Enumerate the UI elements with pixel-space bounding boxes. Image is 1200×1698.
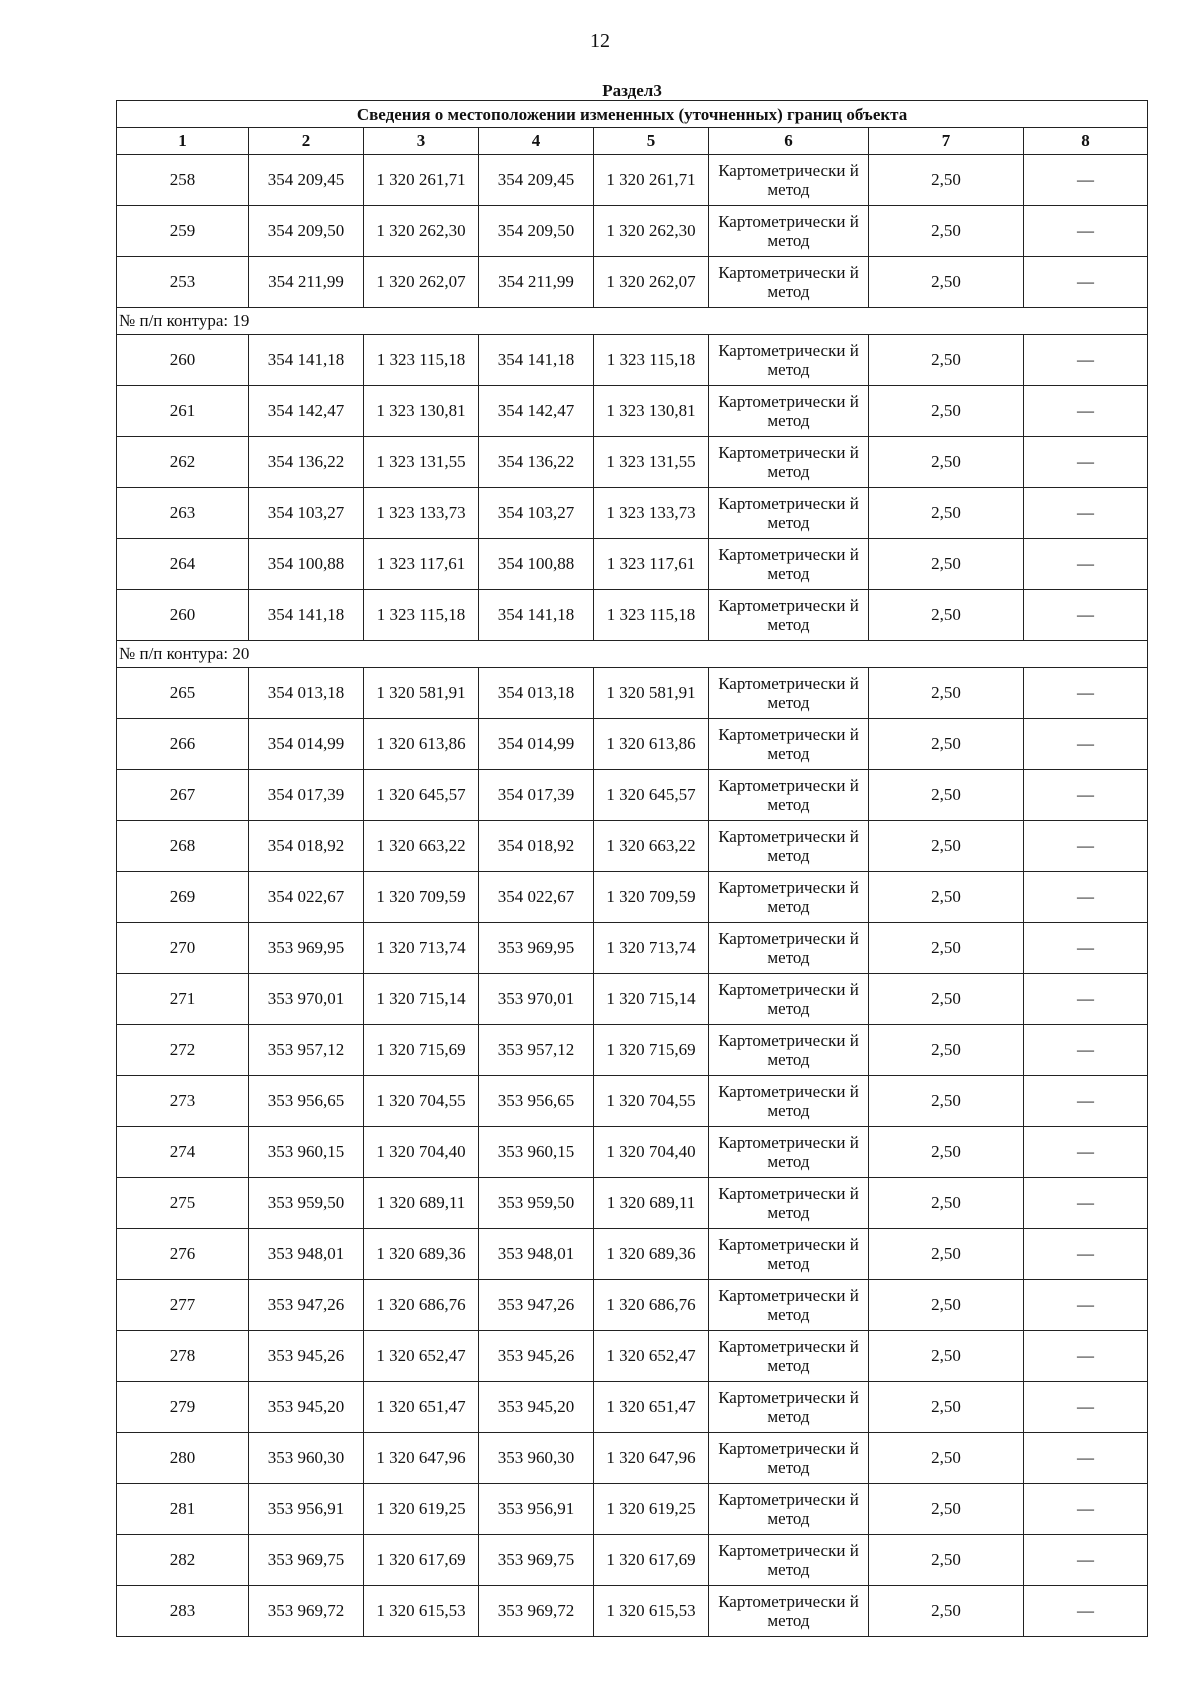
- y-existing-cell: 1 320 689,36: [364, 1229, 479, 1280]
- x-existing-cell: 354 141,18: [249, 335, 364, 386]
- method-cell: Картометрически й метод: [709, 821, 869, 872]
- point-number-cell: 270: [117, 923, 249, 974]
- column-header: 7: [869, 128, 1024, 155]
- column-header: 4: [479, 128, 594, 155]
- method-cell: Картометрически й метод: [709, 1229, 869, 1280]
- x-existing-cell: 353 960,15: [249, 1127, 364, 1178]
- y-new-cell: 1 323 131,55: [594, 437, 709, 488]
- point-number-cell: 277: [117, 1280, 249, 1331]
- contour-row: [117, 641, 1148, 668]
- point-number-cell: 272: [117, 1025, 249, 1076]
- y-existing-cell: 1 320 615,53: [364, 1586, 479, 1637]
- table-row: [117, 974, 1148, 1025]
- y-new-cell: 1 323 117,61: [594, 539, 709, 590]
- y-new-cell: 1 323 133,73: [594, 488, 709, 539]
- accuracy-cell: 2,50: [869, 668, 1024, 719]
- x-existing-cell: 353 948,01: [249, 1229, 364, 1280]
- table-body: [117, 155, 1148, 1637]
- description-cell: —: [1024, 1433, 1148, 1484]
- description-cell: —: [1024, 590, 1148, 641]
- method-cell: Картометрически й метод: [709, 1484, 869, 1535]
- point-number-cell: 266: [117, 719, 249, 770]
- point-number-cell: 260: [117, 335, 249, 386]
- y-existing-cell: 1 323 130,81: [364, 386, 479, 437]
- method-cell: Картометрически й метод: [709, 1280, 869, 1331]
- x-new-cell: 354 209,50: [479, 206, 594, 257]
- x-existing-cell: 353 960,30: [249, 1433, 364, 1484]
- description-cell: —: [1024, 386, 1148, 437]
- table-row: [117, 668, 1148, 719]
- x-new-cell: 353 945,26: [479, 1331, 594, 1382]
- accuracy-cell: 2,50: [869, 974, 1024, 1025]
- description-cell: —: [1024, 1586, 1148, 1637]
- method-cell: Картометрически й метод: [709, 488, 869, 539]
- description-cell: —: [1024, 1382, 1148, 1433]
- x-existing-cell: 353 969,95: [249, 923, 364, 974]
- table-row: [117, 488, 1148, 539]
- table-row: [117, 1178, 1148, 1229]
- x-new-cell: 353 969,95: [479, 923, 594, 974]
- accuracy-cell: 2,50: [869, 1127, 1024, 1178]
- method-cell: Картометрически й метод: [709, 1535, 869, 1586]
- y-existing-cell: 1 320 713,74: [364, 923, 479, 974]
- accuracy-cell: 2,50: [869, 1586, 1024, 1637]
- table-row: [117, 1586, 1148, 1637]
- y-existing-cell: 1 320 715,14: [364, 974, 479, 1025]
- table-row: [117, 872, 1148, 923]
- point-number-cell: 263: [117, 488, 249, 539]
- x-new-cell: 354 209,45: [479, 155, 594, 206]
- y-new-cell: 1 320 652,47: [594, 1331, 709, 1382]
- table-row: [117, 1280, 1148, 1331]
- y-new-cell: 1 323 115,18: [594, 590, 709, 641]
- method-cell: Картометрически й метод: [709, 1331, 869, 1382]
- description-cell: —: [1024, 206, 1148, 257]
- x-existing-cell: 353 957,12: [249, 1025, 364, 1076]
- accuracy-cell: 2,50: [869, 1484, 1024, 1535]
- y-existing-cell: 1 320 619,25: [364, 1484, 479, 1535]
- y-existing-cell: 1 320 704,55: [364, 1076, 479, 1127]
- y-existing-cell: 1 320 686,76: [364, 1280, 479, 1331]
- point-number-cell: 271: [117, 974, 249, 1025]
- y-new-cell: 1 320 619,25: [594, 1484, 709, 1535]
- y-new-cell: 1 320 715,69: [594, 1025, 709, 1076]
- y-existing-cell: 1 320 651,47: [364, 1382, 479, 1433]
- contour-row: [117, 308, 1148, 335]
- x-new-cell: 353 959,50: [479, 1178, 594, 1229]
- x-new-cell: 353 948,01: [479, 1229, 594, 1280]
- y-new-cell: 1 320 581,91: [594, 668, 709, 719]
- x-existing-cell: 353 956,65: [249, 1076, 364, 1127]
- table-row: [117, 590, 1148, 641]
- x-existing-cell: 353 945,26: [249, 1331, 364, 1382]
- accuracy-cell: 2,50: [869, 1280, 1024, 1331]
- method-cell: Картометрически й метод: [709, 923, 869, 974]
- table-row: [117, 1127, 1148, 1178]
- accuracy-cell: 2,50: [869, 923, 1024, 974]
- accuracy-cell: 2,50: [869, 206, 1024, 257]
- method-cell: Картометрически й метод: [709, 1433, 869, 1484]
- column-header: 2: [249, 128, 364, 155]
- x-new-cell: 354 018,92: [479, 821, 594, 872]
- point-number-cell: 280: [117, 1433, 249, 1484]
- table-row: [117, 437, 1148, 488]
- table-row: [117, 1331, 1148, 1382]
- x-new-cell: 354 013,18: [479, 668, 594, 719]
- x-new-cell: 353 956,91: [479, 1484, 594, 1535]
- x-existing-cell: 354 141,18: [249, 590, 364, 641]
- y-existing-cell: 1 320 617,69: [364, 1535, 479, 1586]
- x-new-cell: 354 017,39: [479, 770, 594, 821]
- method-cell: Картометрически й метод: [709, 719, 869, 770]
- table-row: [117, 539, 1148, 590]
- point-number-cell: 283: [117, 1586, 249, 1637]
- accuracy-cell: 2,50: [869, 1331, 1024, 1382]
- y-new-cell: 1 320 689,11: [594, 1178, 709, 1229]
- accuracy-cell: 2,50: [869, 872, 1024, 923]
- accuracy-cell: 2,50: [869, 1433, 1024, 1484]
- y-new-cell: 1 323 115,18: [594, 335, 709, 386]
- y-existing-cell: 1 320 261,71: [364, 155, 479, 206]
- x-new-cell: 354 014,99: [479, 719, 594, 770]
- x-new-cell: 353 957,12: [479, 1025, 594, 1076]
- x-existing-cell: 353 959,50: [249, 1178, 364, 1229]
- x-existing-cell: 354 209,45: [249, 155, 364, 206]
- accuracy-cell: 2,50: [869, 1229, 1024, 1280]
- description-cell: —: [1024, 1178, 1148, 1229]
- description-cell: —: [1024, 1484, 1148, 1535]
- table-row: [117, 1025, 1148, 1076]
- x-existing-cell: 353 969,72: [249, 1586, 364, 1637]
- page-number: 12: [590, 30, 610, 52]
- description-cell: —: [1024, 437, 1148, 488]
- method-cell: Картометрически й метод: [709, 257, 869, 308]
- x-existing-cell: 354 103,27: [249, 488, 364, 539]
- accuracy-cell: 2,50: [869, 1025, 1024, 1076]
- y-existing-cell: 1 323 115,18: [364, 335, 479, 386]
- description-cell: —: [1024, 155, 1148, 206]
- method-cell: Картометрически й метод: [709, 335, 869, 386]
- method-cell: Картометрически й метод: [709, 1025, 869, 1076]
- x-existing-cell: 353 947,26: [249, 1280, 364, 1331]
- accuracy-cell: 2,50: [869, 1076, 1024, 1127]
- y-new-cell: 1 320 613,86: [594, 719, 709, 770]
- point-number-cell: 273: [117, 1076, 249, 1127]
- x-new-cell: 354 141,18: [479, 335, 594, 386]
- table-title: Сведения о местоположении измененных (уточненных) границ объекта: [117, 101, 1148, 128]
- y-existing-cell: 1 320 581,91: [364, 668, 479, 719]
- y-existing-cell: 1 320 689,11: [364, 1178, 479, 1229]
- table-row: [117, 155, 1148, 206]
- column-header-row: [117, 128, 1148, 155]
- column-header: 8: [1024, 128, 1148, 155]
- x-existing-cell: 354 013,18: [249, 668, 364, 719]
- table-row: [117, 1535, 1148, 1586]
- point-number-cell: 282: [117, 1535, 249, 1586]
- x-new-cell: 354 100,88: [479, 539, 594, 590]
- x-existing-cell: 353 956,91: [249, 1484, 364, 1535]
- table-row: [117, 821, 1148, 872]
- point-number-cell: 264: [117, 539, 249, 590]
- accuracy-cell: 2,50: [869, 257, 1024, 308]
- method-cell: Картометрически й метод: [709, 974, 869, 1025]
- description-cell: —: [1024, 923, 1148, 974]
- x-existing-cell: 354 014,99: [249, 719, 364, 770]
- method-cell: Картометрически й метод: [709, 437, 869, 488]
- x-existing-cell: 353 970,01: [249, 974, 364, 1025]
- point-number-cell: 265: [117, 668, 249, 719]
- table-row: [117, 1076, 1148, 1127]
- accuracy-cell: 2,50: [869, 719, 1024, 770]
- description-cell: —: [1024, 1127, 1148, 1178]
- table-row: [117, 923, 1148, 974]
- method-cell: Картометрически й метод: [709, 1382, 869, 1433]
- y-existing-cell: 1 320 262,30: [364, 206, 479, 257]
- point-number-cell: 275: [117, 1178, 249, 1229]
- y-existing-cell: 1 320 262,07: [364, 257, 479, 308]
- point-number-cell: 261: [117, 386, 249, 437]
- y-existing-cell: 1 320 652,47: [364, 1331, 479, 1382]
- x-new-cell: 354 141,18: [479, 590, 594, 641]
- column-header: 6: [709, 128, 869, 155]
- description-cell: —: [1024, 335, 1148, 386]
- y-new-cell: 1 323 130,81: [594, 386, 709, 437]
- x-new-cell: 354 211,99: [479, 257, 594, 308]
- method-cell: Картометрически й метод: [709, 539, 869, 590]
- accuracy-cell: 2,50: [869, 539, 1024, 590]
- y-new-cell: 1 320 261,71: [594, 155, 709, 206]
- x-new-cell: 353 960,15: [479, 1127, 594, 1178]
- y-new-cell: 1 320 715,14: [594, 974, 709, 1025]
- x-existing-cell: 354 142,47: [249, 386, 364, 437]
- method-cell: Картометрически й метод: [709, 1586, 869, 1637]
- description-cell: —: [1024, 257, 1148, 308]
- method-cell: Картометрически й метод: [709, 770, 869, 821]
- method-cell: Картометрически й метод: [709, 872, 869, 923]
- y-new-cell: 1 320 262,30: [594, 206, 709, 257]
- accuracy-cell: 2,50: [869, 488, 1024, 539]
- column-header: 1: [117, 128, 249, 155]
- description-cell: —: [1024, 1025, 1148, 1076]
- point-number-cell: 268: [117, 821, 249, 872]
- description-cell: —: [1024, 821, 1148, 872]
- description-cell: —: [1024, 1280, 1148, 1331]
- table-row: [117, 1484, 1148, 1535]
- description-cell: —: [1024, 770, 1148, 821]
- accuracy-cell: 2,50: [869, 335, 1024, 386]
- column-header: 3: [364, 128, 479, 155]
- y-new-cell: 1 320 651,47: [594, 1382, 709, 1433]
- description-cell: —: [1024, 1535, 1148, 1586]
- description-cell: —: [1024, 539, 1148, 590]
- y-new-cell: 1 320 645,57: [594, 770, 709, 821]
- y-existing-cell: 1 320 647,96: [364, 1433, 479, 1484]
- x-existing-cell: 354 136,22: [249, 437, 364, 488]
- point-number-cell: 253: [117, 257, 249, 308]
- table-row: [117, 257, 1148, 308]
- point-number-cell: 279: [117, 1382, 249, 1433]
- y-existing-cell: 1 320 715,69: [364, 1025, 479, 1076]
- y-new-cell: 1 320 615,53: [594, 1586, 709, 1637]
- y-new-cell: 1 320 686,76: [594, 1280, 709, 1331]
- method-cell: Картометрически й метод: [709, 1178, 869, 1229]
- point-number-cell: 276: [117, 1229, 249, 1280]
- y-new-cell: 1 320 689,36: [594, 1229, 709, 1280]
- x-new-cell: 353 947,26: [479, 1280, 594, 1331]
- accuracy-cell: 2,50: [869, 1535, 1024, 1586]
- accuracy-cell: 2,50: [869, 386, 1024, 437]
- x-existing-cell: 354 018,92: [249, 821, 364, 872]
- description-cell: —: [1024, 1331, 1148, 1382]
- x-existing-cell: 353 969,75: [249, 1535, 364, 1586]
- x-new-cell: 353 969,72: [479, 1586, 594, 1637]
- table-row: [117, 335, 1148, 386]
- x-new-cell: 353 969,75: [479, 1535, 594, 1586]
- description-cell: —: [1024, 1229, 1148, 1280]
- table-row: [117, 719, 1148, 770]
- y-new-cell: 1 320 617,69: [594, 1535, 709, 1586]
- table-row: [117, 1229, 1148, 1280]
- column-header: 5: [594, 128, 709, 155]
- section-title: Раздел3: [117, 80, 1148, 101]
- x-new-cell: 354 022,67: [479, 872, 594, 923]
- description-cell: —: [1024, 719, 1148, 770]
- y-new-cell: 1 320 713,74: [594, 923, 709, 974]
- description-cell: —: [1024, 974, 1148, 1025]
- x-new-cell: 354 136,22: [479, 437, 594, 488]
- y-existing-cell: 1 320 704,40: [364, 1127, 479, 1178]
- y-new-cell: 1 320 262,07: [594, 257, 709, 308]
- point-number-cell: 267: [117, 770, 249, 821]
- y-new-cell: 1 320 704,40: [594, 1127, 709, 1178]
- contour-label: № п/п контура: 19: [117, 308, 1148, 335]
- y-existing-cell: 1 323 117,61: [364, 539, 479, 590]
- y-existing-cell: 1 320 645,57: [364, 770, 479, 821]
- accuracy-cell: 2,50: [869, 1178, 1024, 1229]
- method-cell: Картометрически й метод: [709, 155, 869, 206]
- y-existing-cell: 1 320 613,86: [364, 719, 479, 770]
- y-existing-cell: 1 320 663,22: [364, 821, 479, 872]
- x-existing-cell: 354 017,39: [249, 770, 364, 821]
- method-cell: Картометрически й метод: [709, 1076, 869, 1127]
- y-new-cell: 1 320 647,96: [594, 1433, 709, 1484]
- y-existing-cell: 1 323 115,18: [364, 590, 479, 641]
- x-new-cell: 353 956,65: [479, 1076, 594, 1127]
- y-existing-cell: 1 323 133,73: [364, 488, 479, 539]
- method-cell: Картометрически й метод: [709, 668, 869, 719]
- description-cell: —: [1024, 488, 1148, 539]
- accuracy-cell: 2,50: [869, 437, 1024, 488]
- point-number-cell: 278: [117, 1331, 249, 1382]
- y-new-cell: 1 320 704,55: [594, 1076, 709, 1127]
- table-row: [117, 1433, 1148, 1484]
- method-cell: Картометрически й метод: [709, 386, 869, 437]
- x-existing-cell: 354 022,67: [249, 872, 364, 923]
- x-existing-cell: 353 945,20: [249, 1382, 364, 1433]
- x-existing-cell: 354 211,99: [249, 257, 364, 308]
- x-new-cell: 354 142,47: [479, 386, 594, 437]
- y-new-cell: 1 320 709,59: [594, 872, 709, 923]
- method-cell: Картометрически й метод: [709, 206, 869, 257]
- point-number-cell: 259: [117, 206, 249, 257]
- table-row: [117, 386, 1148, 437]
- point-number-cell: 260: [117, 590, 249, 641]
- description-cell: —: [1024, 872, 1148, 923]
- table-row: [117, 770, 1148, 821]
- description-cell: —: [1024, 1076, 1148, 1127]
- y-existing-cell: 1 323 131,55: [364, 437, 479, 488]
- point-number-cell: 281: [117, 1484, 249, 1535]
- point-number-cell: 258: [117, 155, 249, 206]
- accuracy-cell: 2,50: [869, 821, 1024, 872]
- method-cell: Картометрически й метод: [709, 1127, 869, 1178]
- y-new-cell: 1 320 663,22: [594, 821, 709, 872]
- point-number-cell: 262: [117, 437, 249, 488]
- accuracy-cell: 2,50: [869, 1382, 1024, 1433]
- accuracy-cell: 2,50: [869, 590, 1024, 641]
- point-number-cell: 269: [117, 872, 249, 923]
- accuracy-cell: 2,50: [869, 155, 1024, 206]
- x-new-cell: 353 945,20: [479, 1382, 594, 1433]
- x-new-cell: 354 103,27: [479, 488, 594, 539]
- y-existing-cell: 1 320 709,59: [364, 872, 479, 923]
- description-cell: —: [1024, 668, 1148, 719]
- point-number-cell: 274: [117, 1127, 249, 1178]
- accuracy-cell: 2,50: [869, 770, 1024, 821]
- table-row: [117, 1382, 1148, 1433]
- x-new-cell: 353 970,01: [479, 974, 594, 1025]
- x-existing-cell: 354 209,50: [249, 206, 364, 257]
- x-new-cell: 353 960,30: [479, 1433, 594, 1484]
- contour-label: № п/п контура: 20: [117, 641, 1148, 668]
- boundary-coordinates-table: [116, 80, 1148, 1637]
- method-cell: Картометрически й метод: [709, 590, 869, 641]
- x-existing-cell: 354 100,88: [249, 539, 364, 590]
- table-row: [117, 206, 1148, 257]
